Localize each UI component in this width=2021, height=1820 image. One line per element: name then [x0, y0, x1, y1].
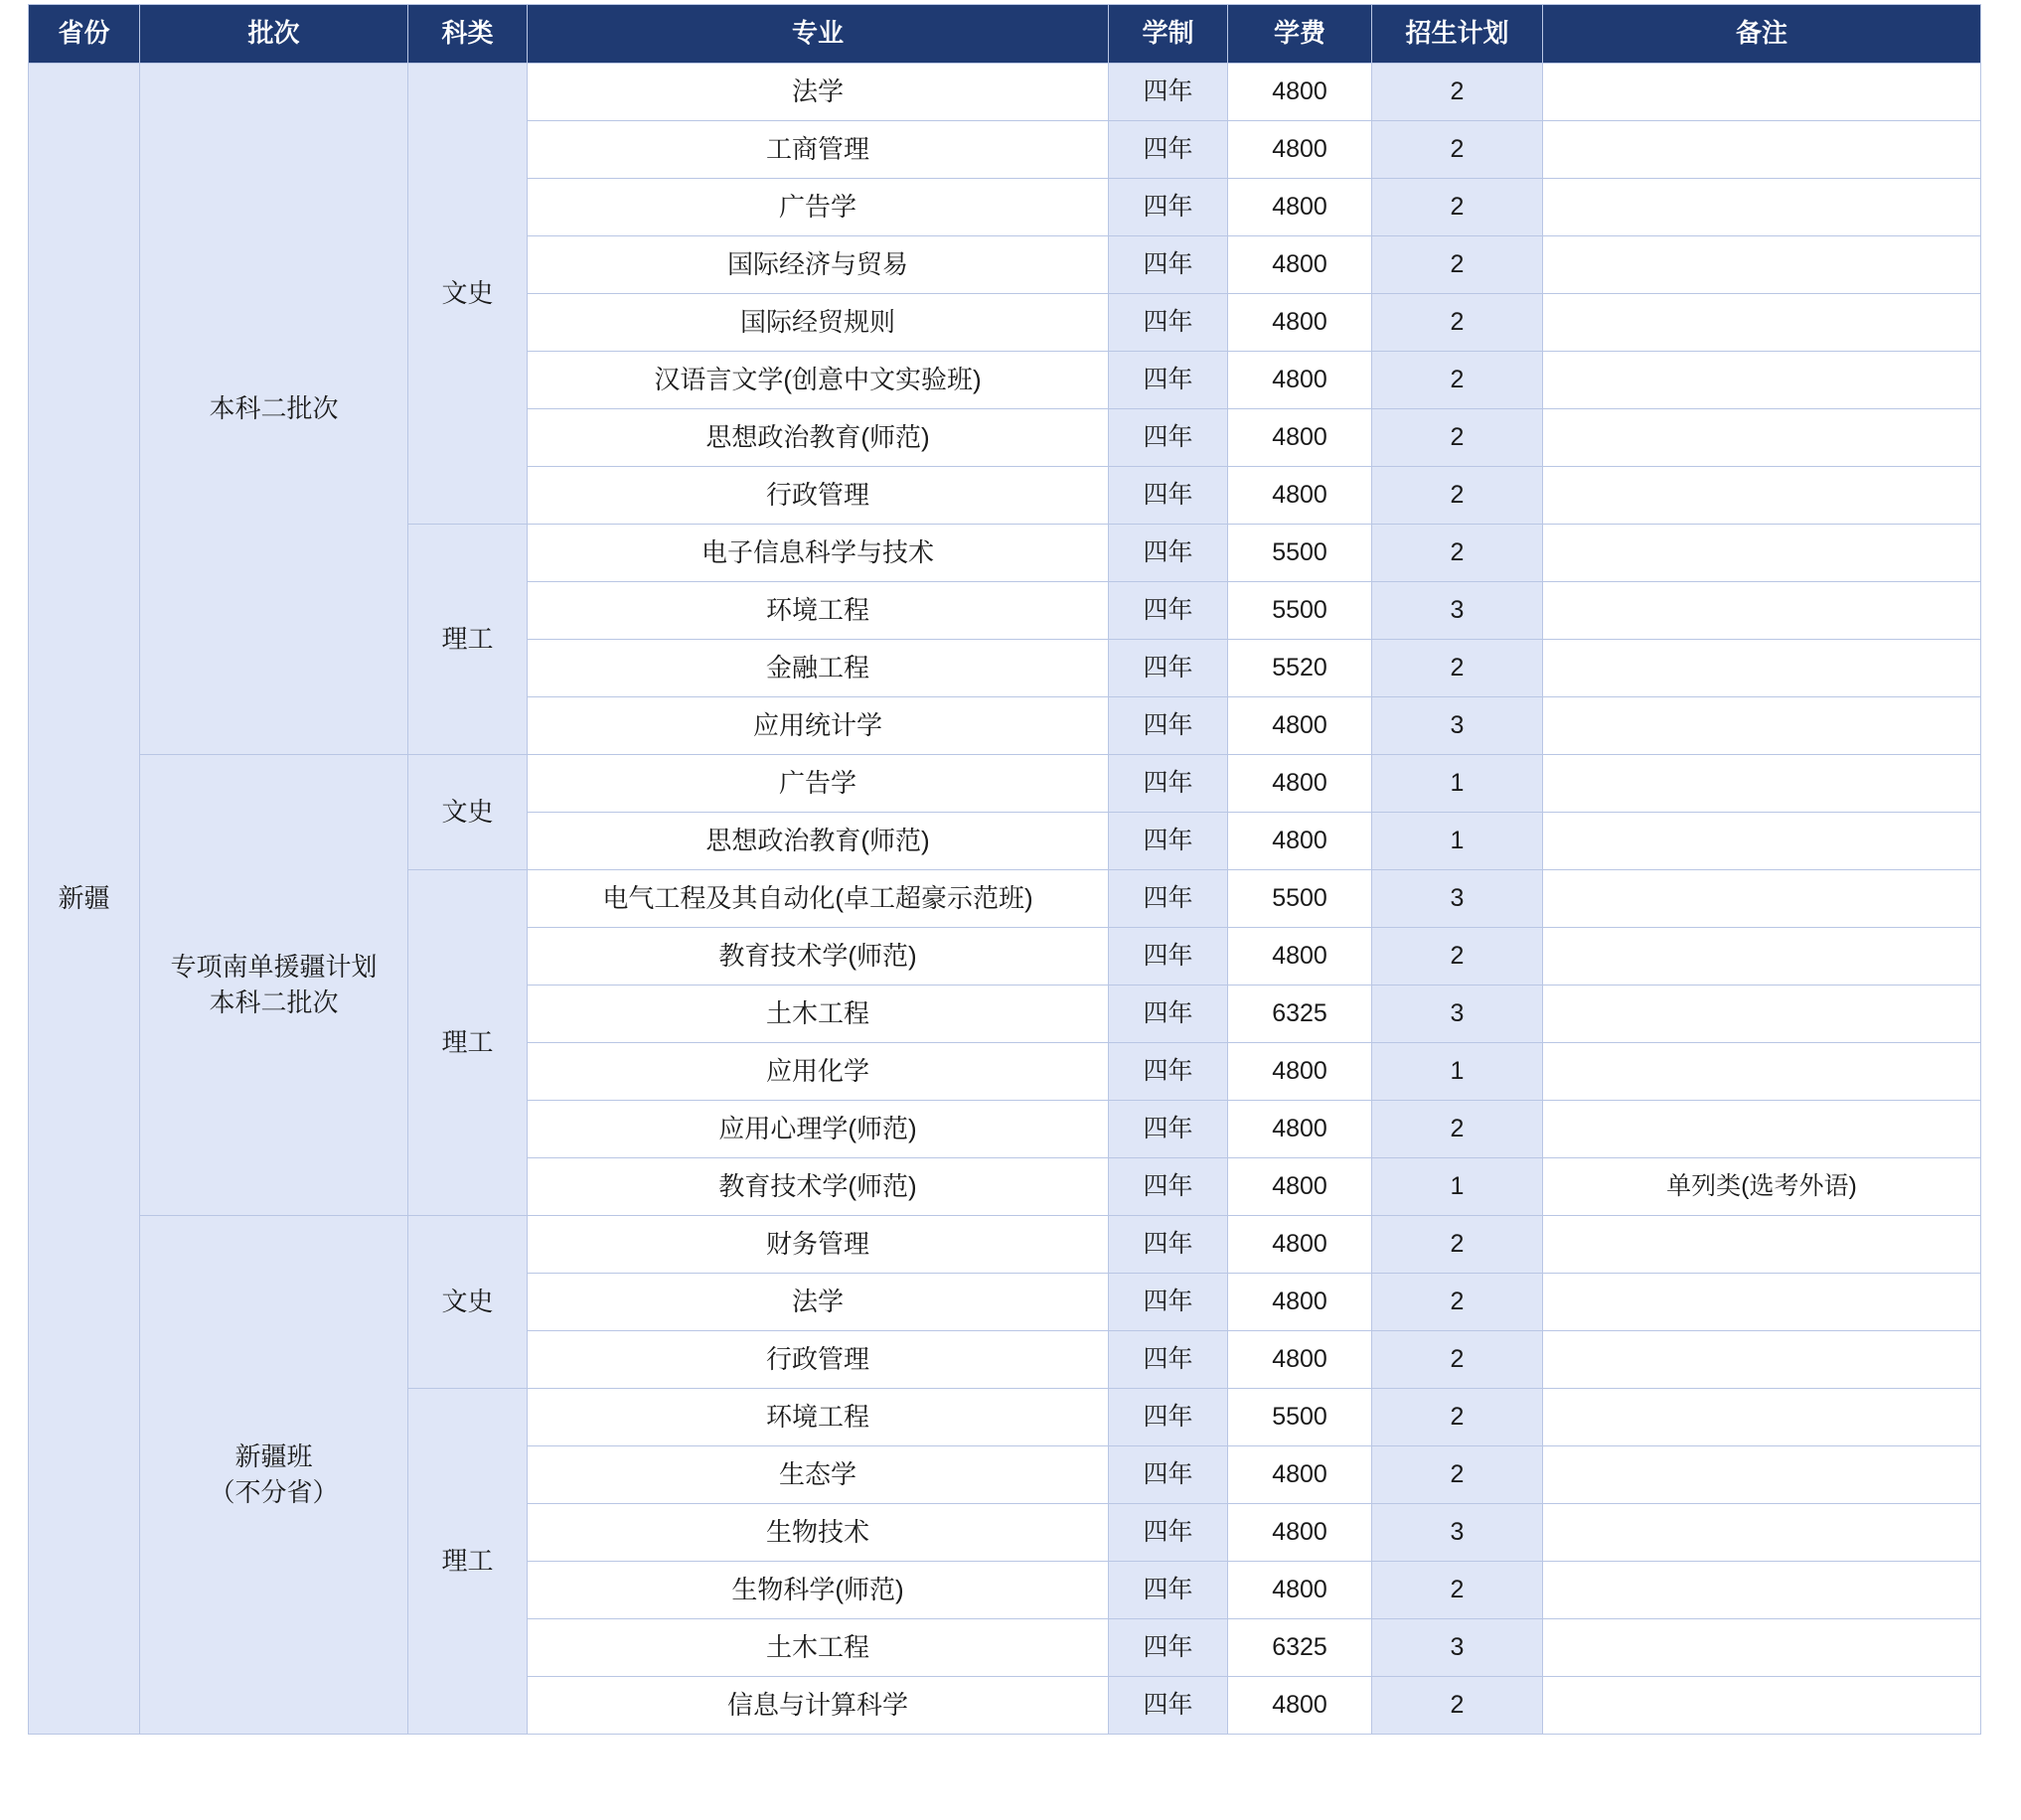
cell-major: 生物技术 — [528, 1504, 1109, 1562]
cell-quota: 2 — [1372, 352, 1543, 409]
cell-duration: 四年 — [1109, 1504, 1228, 1562]
cell-remark — [1543, 986, 1981, 1043]
header-duration: 学制 — [1109, 5, 1228, 64]
cell-quota: 2 — [1372, 928, 1543, 986]
cell-tuition: 4800 — [1228, 1216, 1372, 1274]
cell-quota: 1 — [1372, 1158, 1543, 1216]
cell-remark — [1543, 813, 1981, 870]
cell-subject-type: 理工 — [408, 870, 528, 1216]
cell-tuition: 4800 — [1228, 755, 1372, 813]
cell-duration: 四年 — [1109, 1677, 1228, 1735]
header-row — [29, 5, 1981, 64]
cell-duration: 四年 — [1109, 121, 1228, 179]
cell-duration: 四年 — [1109, 1158, 1228, 1216]
cell-major: 土木工程 — [528, 986, 1109, 1043]
header-major: 专业 — [528, 5, 1109, 64]
cell-remark — [1543, 1446, 1981, 1504]
cell-duration: 四年 — [1109, 64, 1228, 121]
cell-major: 国际经济与贸易 — [528, 236, 1109, 294]
table-row — [29, 1216, 1981, 1274]
cell-quota: 3 — [1372, 697, 1543, 755]
cell-quota: 2 — [1372, 64, 1543, 121]
cell-major: 应用统计学 — [528, 697, 1109, 755]
table-body — [29, 64, 1981, 1735]
cell-duration: 四年 — [1109, 1043, 1228, 1101]
cell-subject-type: 文史 — [408, 1216, 528, 1389]
cell-remark — [1543, 928, 1981, 986]
header-quota: 招生计划 — [1372, 5, 1543, 64]
cell-major: 法学 — [528, 1274, 1109, 1331]
cell-remark — [1543, 870, 1981, 928]
cell-tuition: 4800 — [1228, 1331, 1372, 1389]
cell-duration: 四年 — [1109, 1562, 1228, 1619]
table-row — [29, 64, 1981, 121]
cell-tuition: 4800 — [1228, 1504, 1372, 1562]
cell-remark — [1543, 525, 1981, 582]
cell-duration: 四年 — [1109, 755, 1228, 813]
cell-quota: 2 — [1372, 640, 1543, 697]
cell-quota: 2 — [1372, 294, 1543, 352]
cell-duration: 四年 — [1109, 179, 1228, 236]
cell-major: 环境工程 — [528, 582, 1109, 640]
cell-quota: 2 — [1372, 1389, 1543, 1446]
header-province: 省份 — [29, 5, 140, 64]
enrollment-plan-table — [28, 4, 1981, 1735]
cell-tuition: 5520 — [1228, 640, 1372, 697]
cell-duration: 四年 — [1109, 1274, 1228, 1331]
cell-tuition: 4800 — [1228, 1043, 1372, 1101]
cell-duration: 四年 — [1109, 1446, 1228, 1504]
cell-major: 财务管理 — [528, 1216, 1109, 1274]
cell-tuition: 5500 — [1228, 582, 1372, 640]
cell-tuition: 4800 — [1228, 1101, 1372, 1158]
cell-duration: 四年 — [1109, 928, 1228, 986]
cell-major: 行政管理 — [528, 1331, 1109, 1389]
cell-duration: 四年 — [1109, 640, 1228, 697]
cell-major: 广告学 — [528, 755, 1109, 813]
cell-tuition: 4800 — [1228, 813, 1372, 870]
cell-remark — [1543, 352, 1981, 409]
header-batch: 批次 — [140, 5, 408, 64]
cell-quota: 2 — [1372, 409, 1543, 467]
cell-major: 汉语言文学(创意中文实验班) — [528, 352, 1109, 409]
cell-duration: 四年 — [1109, 467, 1228, 525]
cell-major: 广告学 — [528, 179, 1109, 236]
cell-major: 法学 — [528, 64, 1109, 121]
cell-quota: 2 — [1372, 525, 1543, 582]
cell-quota: 1 — [1372, 755, 1543, 813]
cell-duration: 四年 — [1109, 697, 1228, 755]
cell-remark — [1543, 179, 1981, 236]
cell-tuition: 6325 — [1228, 1619, 1372, 1677]
cell-duration: 四年 — [1109, 525, 1228, 582]
cell-remark — [1543, 1504, 1981, 1562]
cell-batch: 专项南单援疆计划 本科二批次 — [140, 755, 408, 1216]
cell-remark — [1543, 755, 1981, 813]
cell-quota: 2 — [1372, 1274, 1543, 1331]
cell-tuition: 4800 — [1228, 64, 1372, 121]
cell-quota: 2 — [1372, 1562, 1543, 1619]
cell-tuition: 4800 — [1228, 121, 1372, 179]
header-subject-type: 科类 — [408, 5, 528, 64]
cell-duration: 四年 — [1109, 294, 1228, 352]
cell-duration: 四年 — [1109, 352, 1228, 409]
cell-remark — [1543, 236, 1981, 294]
cell-duration: 四年 — [1109, 1331, 1228, 1389]
cell-major: 生态学 — [528, 1446, 1109, 1504]
cell-tuition: 4800 — [1228, 1274, 1372, 1331]
cell-remark — [1543, 1389, 1981, 1446]
cell-major: 工商管理 — [528, 121, 1109, 179]
cell-quota: 2 — [1372, 236, 1543, 294]
cell-remark — [1543, 1274, 1981, 1331]
cell-quota: 2 — [1372, 467, 1543, 525]
cell-tuition: 4800 — [1228, 352, 1372, 409]
cell-remark — [1543, 1043, 1981, 1101]
cell-duration: 四年 — [1109, 582, 1228, 640]
cell-subject-type: 理工 — [408, 525, 528, 755]
cell-tuition: 4800 — [1228, 467, 1372, 525]
cell-remark — [1543, 697, 1981, 755]
cell-major: 电子信息科学与技术 — [528, 525, 1109, 582]
cell-quota: 3 — [1372, 1619, 1543, 1677]
cell-quota: 1 — [1372, 813, 1543, 870]
cell-remark — [1543, 1101, 1981, 1158]
cell-duration: 四年 — [1109, 813, 1228, 870]
cell-tuition: 4800 — [1228, 409, 1372, 467]
cell-duration: 四年 — [1109, 1216, 1228, 1274]
cell-major: 应用化学 — [528, 1043, 1109, 1101]
cell-tuition: 4800 — [1228, 1446, 1372, 1504]
cell-major: 思想政治教育(师范) — [528, 409, 1109, 467]
cell-tuition: 4800 — [1228, 928, 1372, 986]
cell-remark — [1543, 582, 1981, 640]
table-header — [29, 5, 1981, 64]
cell-tuition: 4800 — [1228, 1562, 1372, 1619]
cell-remark — [1543, 64, 1981, 121]
cell-duration: 四年 — [1109, 236, 1228, 294]
cell-remark — [1543, 640, 1981, 697]
cell-tuition: 6325 — [1228, 986, 1372, 1043]
cell-major: 环境工程 — [528, 1389, 1109, 1446]
cell-tuition: 4800 — [1228, 1158, 1372, 1216]
cell-major: 信息与计算科学 — [528, 1677, 1109, 1735]
cell-remark — [1543, 1331, 1981, 1389]
cell-major: 电气工程及其自动化(卓工超豪示范班) — [528, 870, 1109, 928]
cell-subject-type: 理工 — [408, 1389, 528, 1735]
cell-quota: 2 — [1372, 1677, 1543, 1735]
cell-tuition: 4800 — [1228, 236, 1372, 294]
cell-major: 行政管理 — [528, 467, 1109, 525]
cell-major: 教育技术学(师范) — [528, 928, 1109, 986]
cell-quota: 3 — [1372, 986, 1543, 1043]
cell-quota: 2 — [1372, 1446, 1543, 1504]
cell-quota: 3 — [1372, 870, 1543, 928]
cell-duration: 四年 — [1109, 1101, 1228, 1158]
cell-remark — [1543, 1216, 1981, 1274]
cell-duration: 四年 — [1109, 1619, 1228, 1677]
cell-major: 思想政治教育(师范) — [528, 813, 1109, 870]
table-row — [29, 755, 1981, 813]
cell-province: 新疆 — [29, 64, 140, 1735]
cell-tuition: 4800 — [1228, 179, 1372, 236]
cell-tuition: 5500 — [1228, 870, 1372, 928]
cell-tuition: 5500 — [1228, 525, 1372, 582]
header-remark: 备注 — [1543, 5, 1981, 64]
cell-quota: 2 — [1372, 121, 1543, 179]
cell-quota: 2 — [1372, 1331, 1543, 1389]
cell-duration: 四年 — [1109, 986, 1228, 1043]
cell-remark — [1543, 121, 1981, 179]
cell-quota: 2 — [1372, 1216, 1543, 1274]
cell-major: 国际经贸规则 — [528, 294, 1109, 352]
header-tuition: 学费 — [1228, 5, 1372, 64]
cell-quota: 2 — [1372, 1101, 1543, 1158]
cell-tuition: 5500 — [1228, 1389, 1372, 1446]
cell-duration: 四年 — [1109, 409, 1228, 467]
cell-tuition: 4800 — [1228, 697, 1372, 755]
cell-quota: 1 — [1372, 1043, 1543, 1101]
cell-duration: 四年 — [1109, 870, 1228, 928]
cell-batch: 新疆班 （不分省） — [140, 1216, 408, 1735]
cell-major: 生物科学(师范) — [528, 1562, 1109, 1619]
cell-remark — [1543, 409, 1981, 467]
cell-subject-type: 文史 — [408, 755, 528, 870]
cell-major: 金融工程 — [528, 640, 1109, 697]
cell-remark — [1543, 1677, 1981, 1735]
cell-batch: 本科二批次 — [140, 64, 408, 755]
cell-tuition: 4800 — [1228, 1677, 1372, 1735]
cell-remark — [1543, 1619, 1981, 1677]
cell-quota: 3 — [1372, 582, 1543, 640]
cell-remark: 单列类(选考外语) — [1543, 1158, 1981, 1216]
cell-remark — [1543, 467, 1981, 525]
cell-quota: 3 — [1372, 1504, 1543, 1562]
cell-remark — [1543, 294, 1981, 352]
cell-subject-type: 文史 — [408, 64, 528, 525]
cell-remark — [1543, 1562, 1981, 1619]
cell-tuition: 4800 — [1228, 294, 1372, 352]
cell-major: 应用心理学(师范) — [528, 1101, 1109, 1158]
cell-duration: 四年 — [1109, 1389, 1228, 1446]
cell-major: 土木工程 — [528, 1619, 1109, 1677]
cell-major: 教育技术学(师范) — [528, 1158, 1109, 1216]
cell-quota: 2 — [1372, 179, 1543, 236]
